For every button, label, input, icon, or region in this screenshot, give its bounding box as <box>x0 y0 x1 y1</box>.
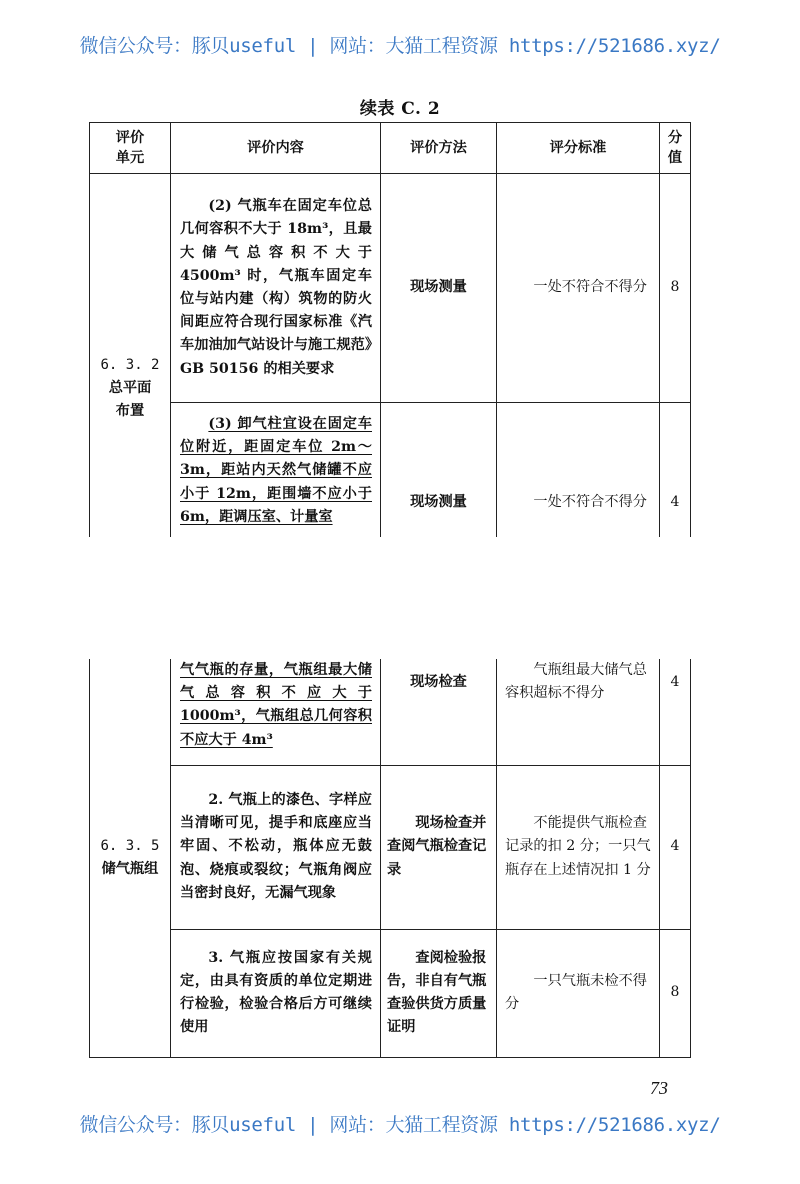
method-cell: 查阅检验报告，非自有气瓶查验供货方质量证明 <box>381 929 497 1057</box>
content-cell: 3. 气瓶应按国家有关规定，由具有资质的单位定期进行检验，检验合格后方可继续使用 <box>171 929 381 1057</box>
unit-name: 总平面 <box>108 379 152 396</box>
table-bottom-fragment <box>0 659 800 1059</box>
score-cell: 8 <box>660 929 691 1057</box>
content-cell: 气气瓶的存量，气瓶组最大储气总容积不应大于 1000m³，气瓶组总几何容积不应大于 4m³ <box>171 659 381 765</box>
watermark-top: 微信公众号：豚贝useful | 网站：大猫工程资源 https://521686.xyz/ <box>79 35 721 57</box>
score-cell: 8 <box>660 174 691 403</box>
criteria-cell: 不能提供气瓶检查记录的扣 2 分；一只气瓶存在上述情况扣 1 分 <box>497 765 660 929</box>
score-cell: 4 <box>660 403 691 538</box>
table-header-row <box>90 123 691 174</box>
content-cell: (2) 气瓶车在固定车位总几何容积不大于 18m³，且最大储气总容积不大于 4500m³ 时，气瓶车固定车位与站内建（构）筑物的防火间距应符合现行国家标准《汽车加油加气站设计与施工规范》GB 50156 的相关要求 <box>171 174 381 403</box>
header-content: 评价内容 <box>171 123 381 174</box>
table-row <box>90 765 691 929</box>
score-cell: 4 <box>660 659 691 765</box>
table-top-fragment <box>0 0 800 537</box>
unit-name: 布置 <box>115 402 145 419</box>
content-cell: (3) 卸气柱宜设在固定车位附近，距固定车位 2m～3m，距站内天然气储罐不应小于 12m，距围墙不应小于 6m，距调压室、计量室 <box>171 403 381 538</box>
header-method: 评价方法 <box>381 123 497 174</box>
table-row <box>90 929 691 1057</box>
header-criteria: 评分标准 <box>497 123 660 174</box>
header-score: 分 值 <box>660 123 691 174</box>
header-unit: 评价 单元 <box>90 123 171 174</box>
method-cell: 现场测量 <box>381 174 497 403</box>
table-caption: 续表 C. 2 <box>359 99 441 119</box>
content-cell: 2. 气瓶上的漆色、字样应当清晰可见，提手和底座应当牢固、不松动，瓶体应无鼓泡、烧痕或裂纹；气瓶角阀应当密封良好，无漏气现象 <box>171 765 381 929</box>
unit-cell-6-3-5 <box>90 659 171 1057</box>
method-cell: 现场检查 <box>381 659 497 765</box>
criteria-cell: 一只气瓶未检不得分 <box>497 929 660 1057</box>
criteria-cell: 一处不符合不得分 <box>497 403 660 538</box>
table-row <box>90 174 691 403</box>
evaluation-table-bottom <box>89 659 691 1058</box>
method-cell: 现场测量 <box>381 403 497 538</box>
criteria-cell: 一处不符合不得分 <box>497 174 660 403</box>
unit-name: 储气瓶组 <box>101 860 159 877</box>
unit-code: 6. 3. 2 <box>100 356 160 373</box>
unit-cell-6-3-2 <box>90 174 171 538</box>
score-cell: 4 <box>660 765 691 929</box>
page-number: 73 <box>650 1078 668 1098</box>
criteria-cell: 气瓶组最大储气总容积超标不得分 <box>497 659 660 765</box>
unit-code: 6. 3. 5 <box>100 837 160 854</box>
watermark-bottom: 微信公众号：豚贝useful | 网站：大猫工程资源 https://521686.xyz/ <box>79 1114 721 1136</box>
evaluation-table-top <box>89 122 691 537</box>
method-cell: 现场检查并查阅气瓶检查记录 <box>381 765 497 929</box>
table-row <box>90 659 691 765</box>
table-row <box>90 403 691 538</box>
